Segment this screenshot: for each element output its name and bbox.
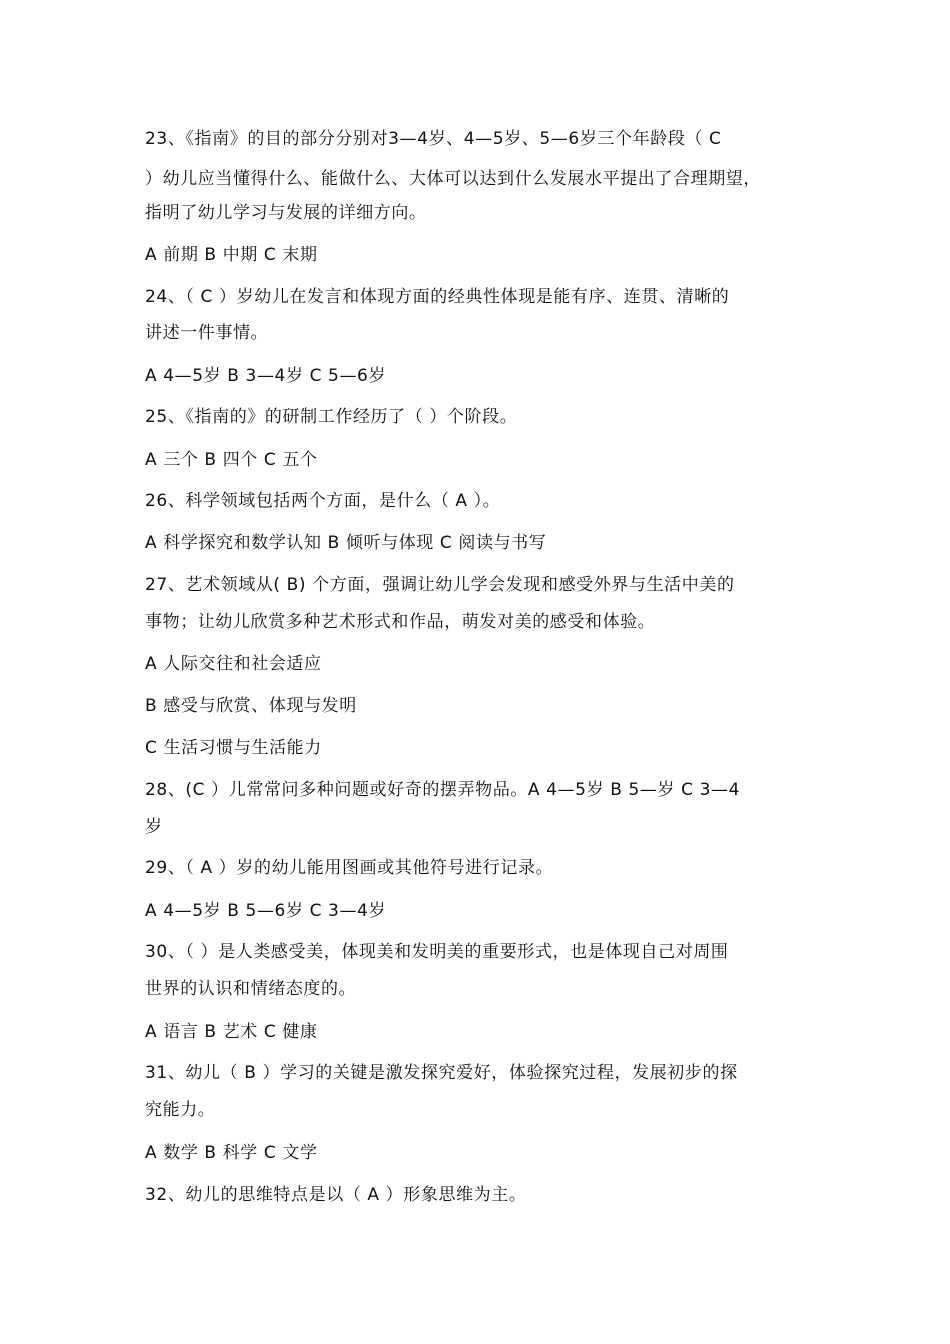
- text-line: 指明了幼儿学习与发展的详细方向。: [145, 203, 427, 223]
- text-line: A 4—5岁 B 5—6岁 C 3—4岁: [145, 901, 387, 921]
- text-line: A 前期 B 中期 C 末期: [145, 245, 318, 265]
- text-line: 32、幼儿的思维特点是以（ A ）形象思维为主。: [145, 1185, 527, 1205]
- text-line: A 4—5岁 B 3—4岁 C 5—6岁: [145, 366, 387, 386]
- text-line: 25、《指南的》的研制工作经历了（ ）个阶段。: [145, 407, 518, 427]
- text-line: A 数学 B 科学 C 文学: [145, 1143, 318, 1163]
- text-line: B 感受与欣赏、体现与发明: [145, 696, 357, 716]
- text-line: 28、(C ）儿常常问多种问题或好奇的摆弄物品。A 4—5岁 B 5—岁 C 3—4: [145, 780, 740, 800]
- text-line: C 生活习惯与生活能力: [145, 738, 322, 758]
- text-line: 23、《指南》的目的部分分别对3—4岁、4—5岁、5—6岁三个年龄段（ C: [145, 129, 722, 149]
- text-line: 26、科学领域包括两个方面，是什么（ A ）。: [145, 491, 501, 511]
- text-line: 究能力。: [145, 1100, 216, 1120]
- text-line: ）幼儿应当懂得什么、能做什么、大体可以达到什么发展水平提出了合理期望，: [145, 169, 761, 189]
- text-line: 29、（ A ）岁的幼儿能用图画或其他符号进行记录。: [145, 858, 554, 878]
- text-line: 31、幼儿（ B ）学习的关键是激发探究爱好，体验探究过程，发展初步的探: [145, 1063, 738, 1083]
- text-line: 24、（ C ）岁幼儿在发言和体现方面的经典性体现是能有序、连贯、清晰的: [145, 287, 730, 307]
- text-line: A 人际交往和社会适应: [145, 654, 322, 674]
- text-line: A 语言 B 艺术 C 健康: [145, 1022, 318, 1042]
- text-line: 世界的认识和情绪态度的。: [145, 979, 357, 999]
- text-line: 岁: [145, 817, 163, 837]
- text-line: A 三个 B 四个 C 五个: [145, 450, 318, 470]
- text-line: A 科学探究和数学认知 B 倾听与体现 C 阅读与书写: [145, 533, 547, 553]
- text-line: 27、艺术领域从( B) 个方面，强调让幼儿学会发现和感受外界与生活中美的: [145, 575, 735, 595]
- text-line: 30、（ ）是人类感受美，体现美和发明美的重要形式，也是体现自己对周围: [145, 942, 729, 962]
- text-line: 讲述一件事情。: [145, 323, 269, 343]
- text-line: 事物；让幼儿欣赏多种艺术形式和作品，萌发对美的感受和体验。: [145, 612, 656, 632]
